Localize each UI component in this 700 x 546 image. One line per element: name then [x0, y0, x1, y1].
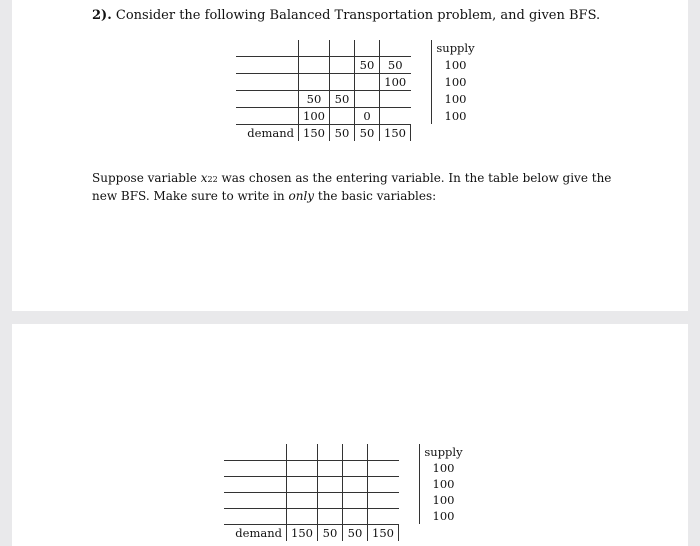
answer-cell[interactable]	[343, 492, 368, 508]
table-cell: 100	[299, 107, 330, 124]
table-cell: 100	[380, 73, 411, 90]
table-cell	[299, 73, 330, 90]
table-row	[224, 476, 468, 492]
table-cell: 50	[380, 56, 411, 73]
demand-label: demand	[247, 125, 294, 140]
demand-label: demand	[235, 525, 282, 540]
table-cell: 0	[355, 107, 380, 124]
demand-value: 150	[287, 524, 318, 541]
demand-value: 150	[380, 124, 411, 141]
table-cell	[380, 107, 411, 124]
supply-value: 100	[419, 460, 468, 476]
supply-value: 100	[419, 476, 468, 492]
supply-value: 100	[431, 90, 480, 107]
demand-row	[236, 124, 480, 141]
answer-cell[interactable]	[368, 508, 399, 524]
answer-cell[interactable]	[368, 476, 399, 492]
table-row	[236, 73, 480, 90]
answer-cell[interactable]	[343, 476, 368, 492]
question-heading	[92, 8, 600, 23]
table-cell	[380, 90, 411, 107]
table-row	[236, 90, 480, 107]
table-cell: 50	[299, 90, 330, 107]
answer-cell[interactable]	[318, 492, 343, 508]
supply-value: 100	[431, 56, 480, 73]
instructions-paragraph	[92, 170, 612, 204]
transportation-table-given	[236, 40, 480, 141]
demand-value: 50	[330, 124, 355, 141]
table-cell	[330, 56, 355, 73]
answer-cell[interactable]	[343, 460, 368, 476]
table-cell	[355, 73, 380, 90]
paragraph-text: was chosen as the entering variable. In the table below give the new BFS. Make sure to write in	[92, 171, 612, 203]
supply-header: supply	[431, 40, 480, 56]
table-row	[236, 107, 480, 124]
answer-cell[interactable]	[318, 508, 343, 524]
table-row	[224, 492, 468, 508]
table-row	[224, 508, 468, 524]
demand-value: 150	[368, 524, 399, 541]
supply-header: supply	[419, 444, 468, 460]
table-header-row	[236, 40, 480, 56]
supply-value: 100	[419, 508, 468, 524]
paragraph-text: the basic variables:	[314, 189, 437, 203]
demand-value: 150	[299, 124, 330, 141]
demand-value: 50	[355, 124, 380, 141]
answer-cell[interactable]	[318, 460, 343, 476]
variable-symbol: x	[200, 171, 208, 185]
answer-cell[interactable]	[343, 508, 368, 524]
page-1	[12, 0, 688, 311]
supply-value: 100	[431, 107, 480, 124]
table-cell	[330, 107, 355, 124]
answer-cell[interactable]	[287, 460, 318, 476]
demand-value: 50	[318, 524, 343, 541]
answer-cell[interactable]	[318, 476, 343, 492]
table-cell: 50	[330, 90, 355, 107]
supply-value: 100	[419, 492, 468, 508]
answer-cell[interactable]	[287, 492, 318, 508]
question-number: 2).	[92, 8, 112, 23]
transportation-table-answer	[224, 444, 468, 541]
answer-cell[interactable]	[287, 508, 318, 524]
table-cell: 50	[355, 56, 380, 73]
answer-cell[interactable]	[287, 476, 318, 492]
table-cell	[299, 56, 330, 73]
question-text: Consider the following Balanced Transportation problem, and given BFS.	[115, 8, 601, 23]
table-header-row	[224, 444, 468, 460]
answer-cell[interactable]	[368, 492, 399, 508]
table-row	[236, 56, 480, 73]
paragraph-text: Suppose variable	[92, 171, 201, 185]
table-row	[224, 460, 468, 476]
variable-subscript: 22	[207, 175, 218, 184]
demand-value: 50	[343, 524, 368, 541]
answer-cell[interactable]	[368, 460, 399, 476]
emphasis-text: only	[288, 189, 315, 203]
demand-row	[224, 524, 468, 541]
table-cell	[355, 90, 380, 107]
table-cell	[330, 73, 355, 90]
supply-value: 100	[431, 73, 480, 90]
